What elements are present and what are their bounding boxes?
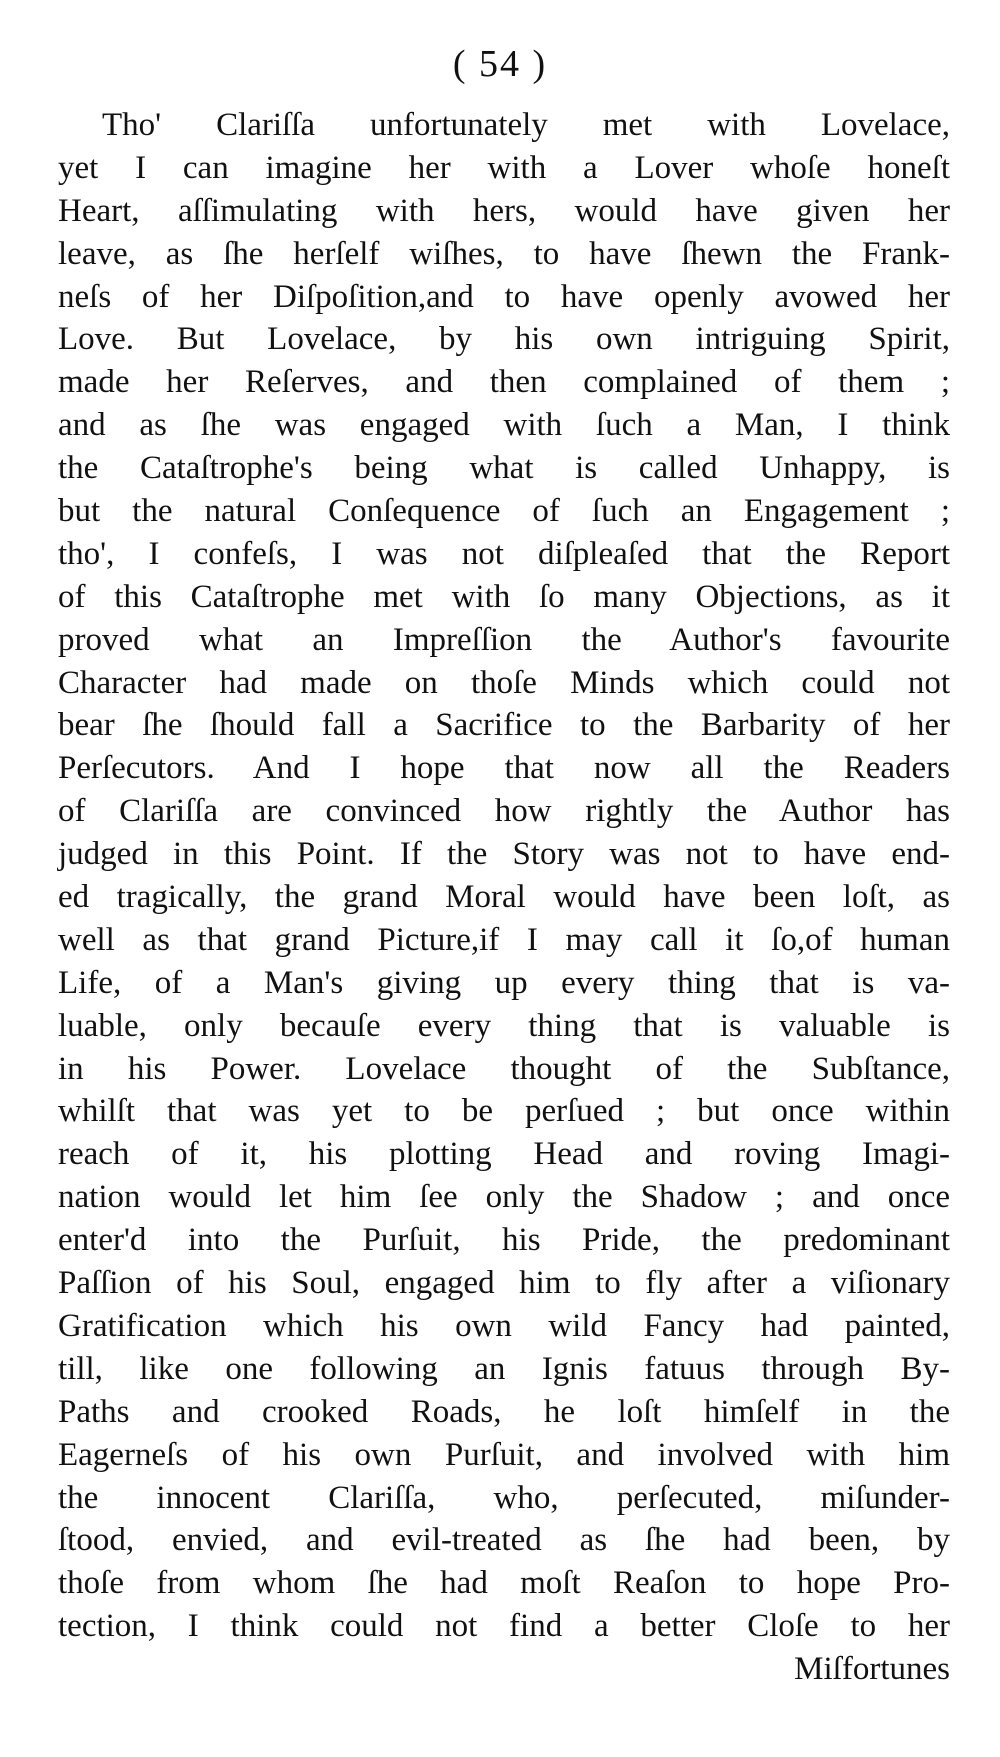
text-line: Character had made on thoſe Minds which could not <box>58 664 950 701</box>
text-line: Life, of a Man's giving up every thing that is va- <box>58 964 950 1001</box>
text-line: Gratification which his own wild Fancy had painted, <box>58 1307 950 1344</box>
text-line: judged in this Point. If the Story was not to have end- <box>58 836 950 873</box>
text-line: Paſſion of his Soul, engaged him to fly after a viſionary <box>58 1265 950 1302</box>
text-line: tection, I think could not find a better Cloſe to her <box>58 1608 950 1645</box>
text-line: of this Cataſtrophe met with ſo many Objections, as it <box>58 578 950 615</box>
text-line: well as that grand Picture,if I may call it ſo,of human <box>58 921 950 958</box>
text-line: the innocent Clariſſa, who, perſecuted, miſunder- <box>58 1479 950 1516</box>
text-line: Heart, aſſimulating with hers, would have given her <box>58 192 950 229</box>
text-line: leave, as ſhe herſelf wiſhes, to have ſhewn the Frank- <box>58 235 950 272</box>
text-line: proved what an Impreſſion the Author's favourite <box>58 621 950 658</box>
text-line: Eagerneſs of his own Purſuit, and involved with him <box>58 1436 950 1473</box>
page-number: ( 54 ) <box>452 43 548 85</box>
text-line: made her Reſerves, and then complained of them ; <box>58 364 950 401</box>
text-line: Paths and crooked Roads, he loſt himſelf in the <box>58 1393 950 1430</box>
text-line: in his Power. Lovelace thought of the Subſtance, <box>58 1050 950 1087</box>
text-line: nation would let him ſee only the Shadow ; and once <box>58 1179 950 1216</box>
text-line: ed tragically, the grand Moral would have been loſt, as <box>58 879 950 916</box>
catchword: Miſfortunes <box>794 1651 950 1688</box>
body-paragraph <box>58 104 950 1691</box>
text-line: Perſecutors. And I hope that now all the Readers <box>58 750 950 787</box>
text-line: till, like one following an Ignis fatuus through By- <box>58 1350 950 1387</box>
text-line: and as ſhe was engaged with ſuch a Man, I think <box>58 407 950 444</box>
text-line: but the natural Conſequence of ſuch an Engagement ; <box>58 493 950 530</box>
text-line: the Cataſtrophe's being what is called Unhappy, is <box>58 450 950 487</box>
text-line: enter'd into the Purſuit, his Pride, the predominant <box>58 1222 950 1259</box>
text-line: neſs of her Diſpoſition,and to have openly avowed her <box>58 278 950 315</box>
text-line: reach of it, his plotting Head and roving Imagi- <box>58 1136 950 1173</box>
text-line: thoſe from whom ſhe had moſt Reaſon to hope Pro- <box>58 1565 950 1602</box>
text-line: Tho' Clariſſa unfortunately met with Lovelace, <box>102 107 950 143</box>
text-line: Love. But Lovelace, by his own intriguing Spirit, <box>58 321 950 358</box>
text-line: ſtood, envied, and evil-treated as ſhe had been, by <box>58 1522 950 1559</box>
text-line: tho', I confeſs, I was not diſpleaſed that the Report <box>58 535 950 572</box>
text-line: of Clariſſa are convinced how rightly the Author has <box>58 793 950 830</box>
text-line: luable, only becauſe every thing that is valuable is <box>58 1007 950 1044</box>
text-line: whilſt that was yet to be perſued ; but once within <box>58 1093 950 1130</box>
text-line: bear ſhe ſhould fall a Sacrifice to the Barbarity of her <box>58 707 950 744</box>
text-line: yet I can imagine her with a Lover whoſe honeſt <box>58 149 950 186</box>
